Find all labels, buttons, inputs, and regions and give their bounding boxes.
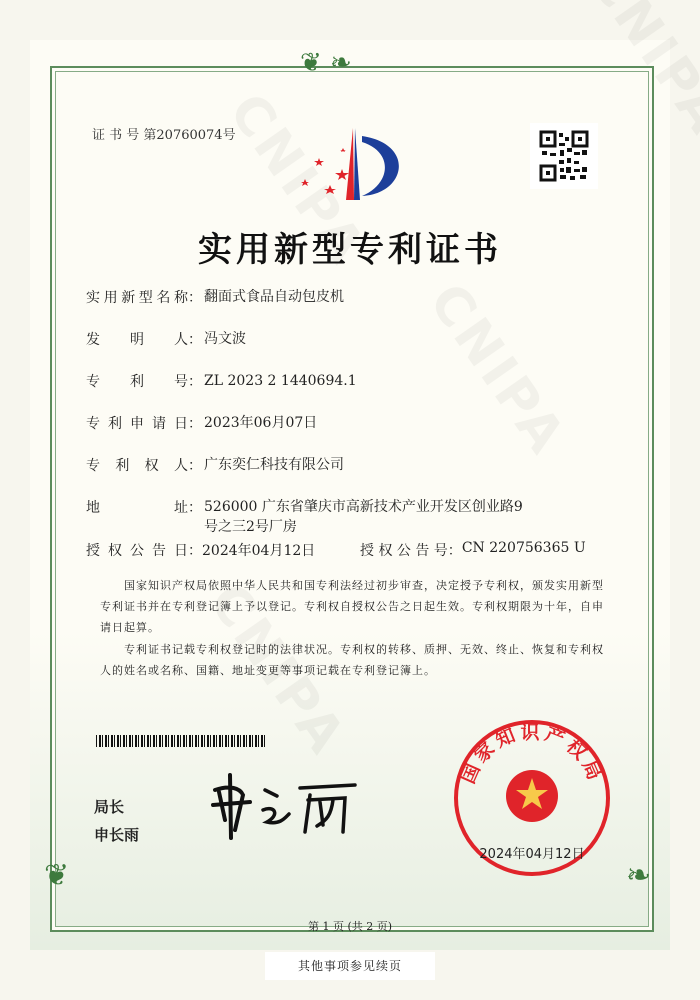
field-value: 冯文波 (204, 331, 246, 347)
field-label (86, 497, 188, 537)
corner-ornament-icon: ❦ (44, 858, 70, 893)
label-char: 地 (86, 500, 100, 516)
field-value: 2023年06月07日 (204, 415, 318, 431)
field-label (86, 540, 188, 560)
label-char: 告 (152, 543, 166, 559)
field-row (86, 413, 534, 433)
field-value: 翻面式食品自动包皮机 (204, 289, 344, 305)
label-char: 利 (108, 416, 122, 432)
label-char: 人 (173, 458, 188, 474)
label-char: 明 (130, 332, 144, 348)
field-separator: ： (188, 543, 202, 559)
field-row (86, 371, 534, 391)
field-value: ZL 2023 2 1440694.1 (204, 373, 357, 389)
label-char: 专 (86, 416, 100, 432)
field-label (86, 329, 188, 349)
certificate-number: 证 书 号 第20760074号 (92, 128, 236, 143)
field-separator: ： (188, 332, 202, 348)
field-row (86, 287, 534, 307)
page-title: 实用新型专利证书 (198, 230, 502, 270)
svg-text:国家知识产权局: 国家知识产权局 (456, 721, 608, 787)
label-char: 专 (86, 374, 100, 390)
label-char: 申 (130, 416, 144, 432)
label-char: 日 (174, 416, 188, 432)
continued-note: 其他事项参见续页 (265, 952, 435, 980)
label-char: 授 (86, 543, 100, 559)
field-label (86, 455, 188, 475)
field-value: 2024年04月12日 (202, 543, 316, 559)
top-ornament-icon: ❦ ❧ (300, 48, 352, 78)
label-char: 权 (144, 458, 159, 474)
svg-text:2024年04月12日: 2024年04月12日 (479, 847, 585, 862)
label-char: 请 (152, 416, 166, 432)
statement-paragraph: 国家知识产权局依照中华人民共和国专利法经过初步审查，决定授予专利权，颁发实用新型专利证书并在专利登记簿上予以登记。专利权自授权公告之日起生效。专利权期限为十年，自申请日起算。 (100, 579, 604, 634)
field-label (86, 413, 188, 433)
official-seal (452, 718, 612, 878)
label-char: 人 (174, 332, 188, 348)
field-separator: ： (188, 500, 202, 516)
label-char: 名 (156, 290, 171, 306)
label-char: 公 (130, 543, 144, 559)
label-char: 发 (86, 332, 100, 348)
field-separator: ： (188, 458, 202, 474)
label-char: 利 (115, 458, 130, 474)
barcode (96, 735, 266, 747)
field-row (86, 455, 534, 475)
label-char: 称 (173, 290, 188, 306)
field-value: 广东奕仁科技有限公司 (204, 457, 344, 473)
label-char: 权 (108, 543, 122, 559)
qr-code (530, 123, 598, 189)
field-label (86, 287, 188, 307)
field-label: 授 权 公 告 号： (360, 543, 462, 559)
label-char: 利 (130, 374, 144, 390)
field-separator: ： (188, 290, 202, 306)
cnipa-logo (296, 124, 408, 204)
label-char: 址 (174, 500, 188, 516)
label-char: 型 (138, 290, 153, 306)
field-row (86, 497, 534, 537)
field-row (86, 329, 534, 349)
director-title: 局长 (94, 798, 125, 816)
page-number: 第 1 页 (共 2 页) (307, 920, 393, 933)
label-char: 专 (86, 458, 100, 474)
label-char: 用 (103, 290, 118, 306)
label-char: 实 (86, 290, 100, 306)
statement-paragraph: 专利证书记载专利权登记时的法律状况。专利权的转移、质押、无效、终止、恢复和专利权人的姓名或名称、国籍、地址变更等事项记载在专利登记簿上。 (100, 643, 604, 677)
director-name: 申长雨 (94, 826, 140, 844)
label-char: 新 (121, 290, 136, 306)
field-value: 526000 广东省肇庆市高新技术产业开发区创业路9号之三2号厂房 (204, 499, 523, 535)
field-value: CN 220756365 U (461, 540, 586, 556)
corner-ornament-icon: ❧ (626, 858, 652, 893)
director-signature (205, 770, 365, 840)
field-grant-date (86, 540, 586, 560)
field-label (86, 371, 188, 391)
field-separator: ： (188, 374, 202, 390)
label-char: 号 (174, 374, 188, 390)
field-separator: ： (188, 416, 202, 432)
label-char: 日 (174, 543, 188, 559)
